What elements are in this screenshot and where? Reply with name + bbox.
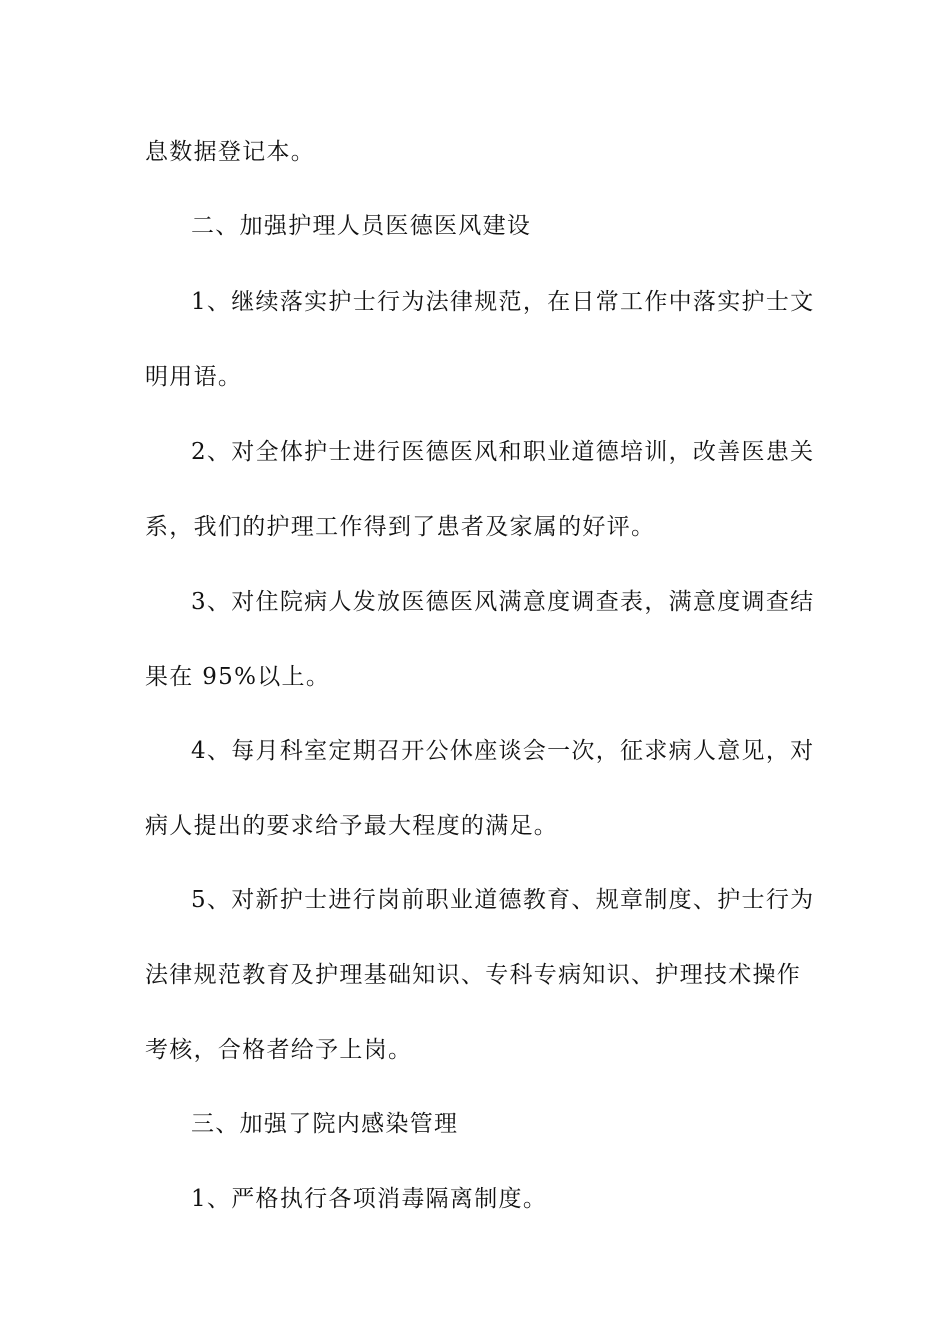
text-line: 2、对全体护士进行医德医风和职业道德培训，改善医患关 xyxy=(191,439,815,465)
section-heading: 三、加强了院内感染管理 xyxy=(191,1111,459,1137)
text-line: 4、每月科室定期召开公休座谈会一次，征求病人意见，对 xyxy=(191,738,815,764)
text-line: 3、对住院病人发放医德医风满意度调查表，满意度调查结 xyxy=(191,589,815,615)
text-line: 明用语。 xyxy=(145,364,243,390)
text-line: 1、继续落实护士行为法律规范，在日常工作中落实护士文 xyxy=(191,289,815,315)
text-line: 考核，合格者给予上岗。 xyxy=(145,1037,413,1063)
section-heading: 二、加强护理人员医德医风建设 xyxy=(191,213,532,239)
text-line: 果在 95%以上。 xyxy=(145,664,331,690)
text-line: 1、严格执行各项消毒隔离制度。 xyxy=(191,1186,548,1212)
text-line: 系，我们的护理工作得到了患者及家属的好评。 xyxy=(145,514,656,540)
text-line: 5、对新护士进行岗前职业道德教育、规章制度、护士行为 xyxy=(191,887,815,913)
text-line: 病人提出的要求给予最大程度的满足。 xyxy=(145,813,559,839)
text-line: 息数据登记本。 xyxy=(145,139,316,165)
text-line: 法律规范教育及护理基础知识、专科专病知识、护理技术操作 xyxy=(145,962,802,988)
